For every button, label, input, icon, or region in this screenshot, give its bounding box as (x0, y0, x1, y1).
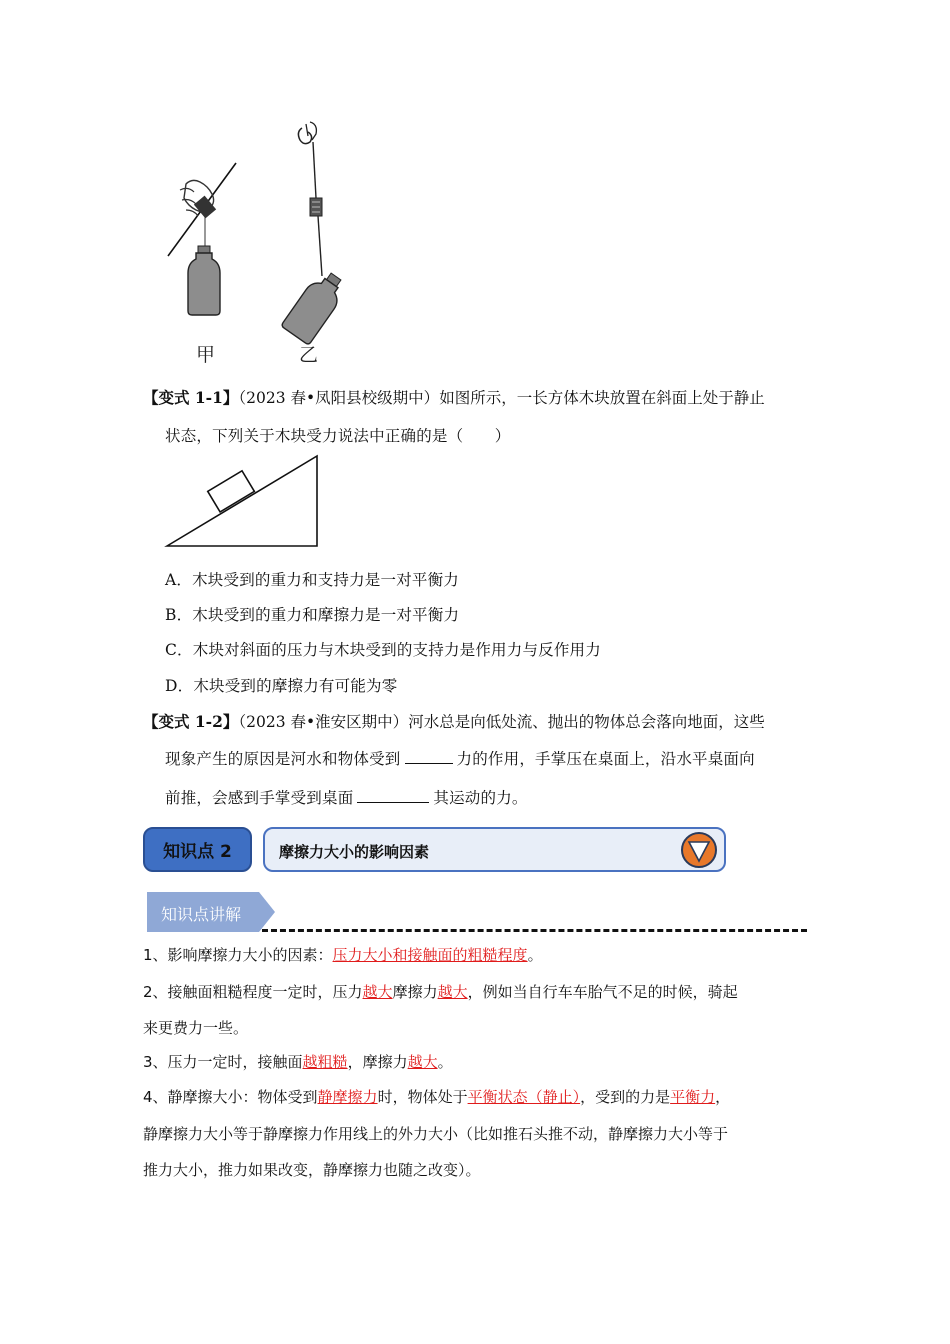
question-tag: 【变式 1-2】 (143, 712, 239, 731)
incline-diagram (162, 452, 322, 550)
question-tag: 【变式 1-1】 (143, 388, 239, 407)
figure-jia-yi (160, 118, 360, 348)
answer-blank (405, 749, 453, 764)
point-4-line2: 静摩擦力大小等于静摩擦力作用线上的外力大小（比如推石头推不动，静摩擦力大小等于 (143, 1125, 729, 1143)
question-text: 如图所示，一长方体木块放置在斜面上处于静止 (439, 389, 765, 407)
knowledge-point-title-box (263, 827, 726, 872)
question-1-2-line3: 前推，会感到手掌受到桌面 其运动的力。 (165, 789, 528, 807)
triangle-down-icon (680, 831, 718, 869)
figure-label-yi: 乙 (299, 344, 319, 366)
question-source: （2023 春•淮安区期中） (238, 713, 409, 731)
question-1-2-line1 (143, 710, 765, 732)
option-b: B．木块受到的重力和摩擦力是一对平衡力 (165, 606, 460, 624)
point-2: 2、接触面粗糙程度一定时，压力越大摩擦力越大，例如当自行车车胎气不足的时候，骑起 (143, 983, 738, 1001)
section-tag (147, 892, 277, 936)
question-1-1-line1 (143, 386, 765, 408)
point-1: 1、影响摩擦力大小的因素：压力大小和接触面的粗糙程度。 (143, 946, 543, 964)
option-c: C．木块对斜面的压力与木块受到的支持力是作用力与反作用力 (165, 641, 601, 659)
point-4-line3: 推力大小，推力如果改变，静摩擦力也随之改变）。 (143, 1161, 481, 1179)
figure-yi (281, 122, 350, 345)
question-1-2-line2: 现象产生的原因是河水和物体受到 力的作用，手掌压在桌面上，沿水平桌面向 (165, 750, 755, 768)
question-source: （2023 春•凤阳县校级期中） (238, 389, 440, 407)
section-tag-label: 知识点讲解 (161, 905, 242, 924)
knowledge-point-title: 摩擦力大小的影响因素 (279, 843, 430, 861)
question-text: 河水总是向低处流、抛出的物体总会落向地面，这些 (408, 713, 765, 731)
figure-label-jia: 甲 (196, 344, 216, 366)
point-4: 4、静摩擦大小：物体受到静摩擦力时，物体处于平衡状态（静止），受到的力是平衡力， (143, 1088, 731, 1106)
figure-jia (168, 163, 236, 315)
point-3: 3、压力一定时，接触面越粗糙，摩擦力越大。 (143, 1053, 453, 1071)
question-1-1-line2: 状态，下列关于木块受力说法中正确的是（ ） (165, 427, 511, 445)
point-2-line2: 来更费力一些。 (143, 1019, 249, 1037)
option-d: D．木块受到的摩擦力有可能为零 (165, 677, 398, 695)
knowledge-point-label: 知识点 2 (143, 827, 252, 872)
option-a: A．木块受到的重力和支持力是一对平衡力 (165, 571, 459, 589)
divider (262, 929, 807, 932)
answer-blank (357, 788, 429, 803)
